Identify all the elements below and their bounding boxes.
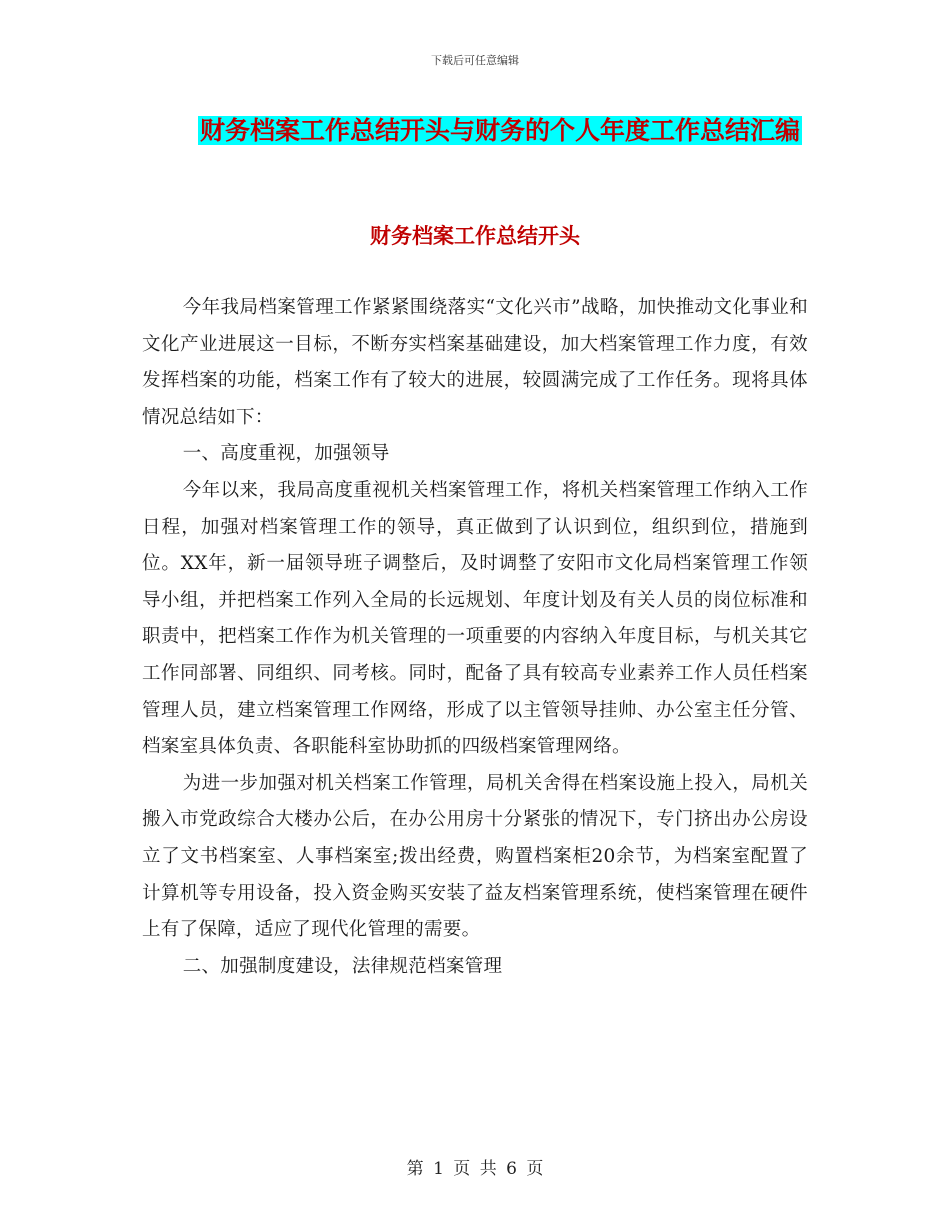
- paragraph-intro: 今年我局档案管理工作紧紧围绕落实“文化兴市”战略，加快推动文化事业和文化产业进展这一目标，不断夯实档案基础建设，加大档案管理工作力度，有效发挥档案的功能，档案工作有了较大的进展，较圆满完成了工作任务。现将具体情况总结如下：: [142, 297, 808, 428]
- document-title: [190, 108, 810, 154]
- document-body: [142, 290, 808, 985]
- document-title-text: 财务档案工作总结开头与财务的个人年度工作总结汇编: [199, 116, 800, 145]
- page-header: 下载后可任意编辑: [431, 54, 519, 67]
- page-footer: 第 1 页 共 6 页: [406, 1159, 544, 1179]
- paragraph-facilities: 为进一步加强对机关档案工作管理，局机关舍得在档案设施上投入，局机关搬入市党政综合大楼办公后，在办公用房十分紧张的情况下，专门挤出办公房设立了文书档案室、人事档案室;拨出经费，购置档案柜20余节，为档案室配置了计算机等专用设备，投入资金购买安装了益友档案管理系统，使档案管理在硬件上有了保障，适应了现代化管理的需要。: [142, 772, 808, 941]
- paragraph-leadership: 今年以来，我局高度重视机关档案管理工作，将机关档案管理工作纳入工作日程，加强对档案管理工作的领导，真正做到了认识到位，组织到位，措施到位。XX年，新一届领导班子调整后，及时调整了安阳市文化局档案管理工作领导小组，并把档案工作列入全局的长远规划、年度计划及有关人员的岗位标准和职责中，把档案工作作为机关管理的一项重要的内容纳入年度目标，与机关其它工作同部署、同组织、同考核。同时，配备了具有较高专业素养工作人员任档案管理人员，建立档案管理工作网络，形成了以主管领导挂帅、办公室主任分管、档案室具体负责、各职能科室协助抓的四级档案管理网络。: [142, 479, 808, 758]
- section-heading-1: 一、高度重视，加强领导: [182, 443, 390, 465]
- section-title: 财务档案工作总结开头: [370, 224, 580, 248]
- section-heading-2: 二、加强制度建设，法律规范档案管理: [182, 955, 503, 977]
